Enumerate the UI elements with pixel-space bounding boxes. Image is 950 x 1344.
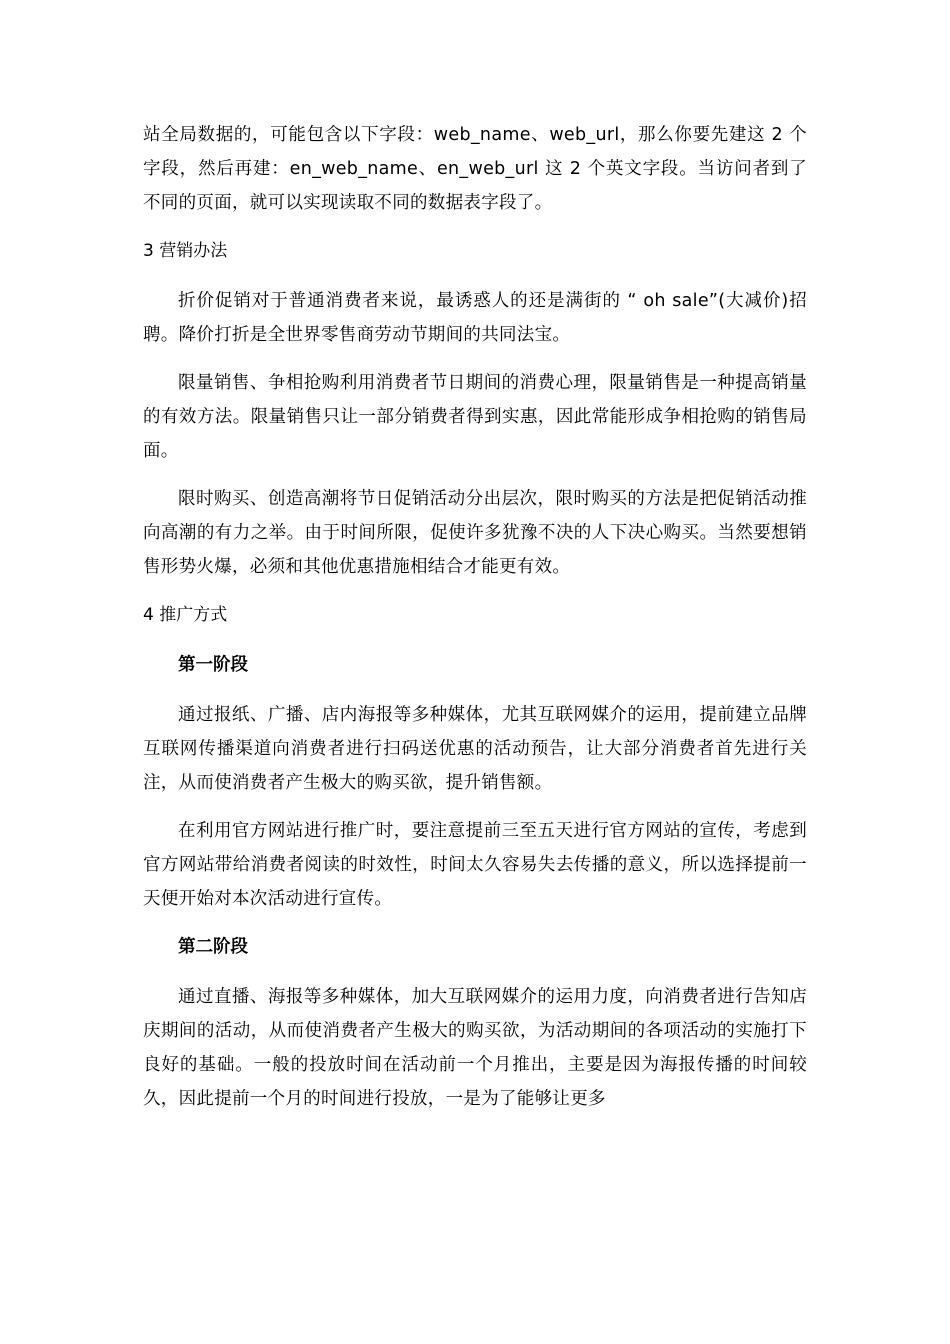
paragraph-stage-one-media: 通过报纸、广播、店内海报等多种媒体，尤其互联网媒介的运用，提前建立品牌互联网传播渠道向消费者进行扫码送优惠的活动预告，让大部分消费者首先进行关注，从而使消费者产生极大的购买欲，提升销售额。	[143, 705, 807, 793]
subheading-stage-one: 第一阶段	[178, 655, 248, 675]
paragraph-stage-one-website: 在利用官方网站进行推广时，要注意提前三至五天进行官方网站的宣传，考虑到官方网站带给消费者阅读的时效性，时间太久容易失去传播的意义，所以选择提前一天便开始对本次活动进行宣传。	[143, 821, 807, 909]
paragraph-discount: 折价促销对于普通消费者来说，最诱惑人的还是满街的 “ oh sale”(大减价)招聘。降价打折是全世界零售商劳动节期间的共同法宝。	[143, 291, 807, 345]
paragraph-stage-two: 通过直播、海报等多种媒体，加大互联网媒介的运用力度，向消费者进行告知店庆期间的活动，从而使消费者产生极大的购买欲，为活动期间的各项活动的实施打下良好的基础。一般的投放时间在活动前一个月推出，主要是因为海报传播的时间较久，因此提前一个月的时间进行投放，一是为了能够让更多	[143, 987, 807, 1109]
paragraph-timed-purchase: 限时购买、创造高潮将节日促销活动分出层次，限时购买的方法是把促销活动推向高潮的有力之举。由于时间所限，促使许多犹豫不决的人下决心购买。当然要想销售形势火爆，必须和其他优惠措施相结合才能更有效。	[143, 489, 807, 577]
paragraph-limited-sale: 限量销售、争相抢购利用消费者节日期间的消费心理，限量销售是一种提高销量的有效方法。限量销售只让一部分销费者得到实惠，因此常能形成争相抢购的销售局面。	[143, 373, 807, 461]
heading-marketing-methods: 3 营销办法	[143, 241, 228, 261]
document-body	[143, 118, 807, 1130]
heading-promotion-methods: 4 推广方式	[143, 605, 228, 625]
subheading-stage-two: 第二阶段	[178, 937, 248, 957]
paragraph-intro: 站全局数据的，可能包含以下字段：web_name、web_url，那么你要先建这 2 个字段，然后再建：en_web_name、en_web_url 这 2 个英文字段。当访问者到了不同的页面，就可以实现读取不同的数据表字段了。	[143, 125, 807, 213]
